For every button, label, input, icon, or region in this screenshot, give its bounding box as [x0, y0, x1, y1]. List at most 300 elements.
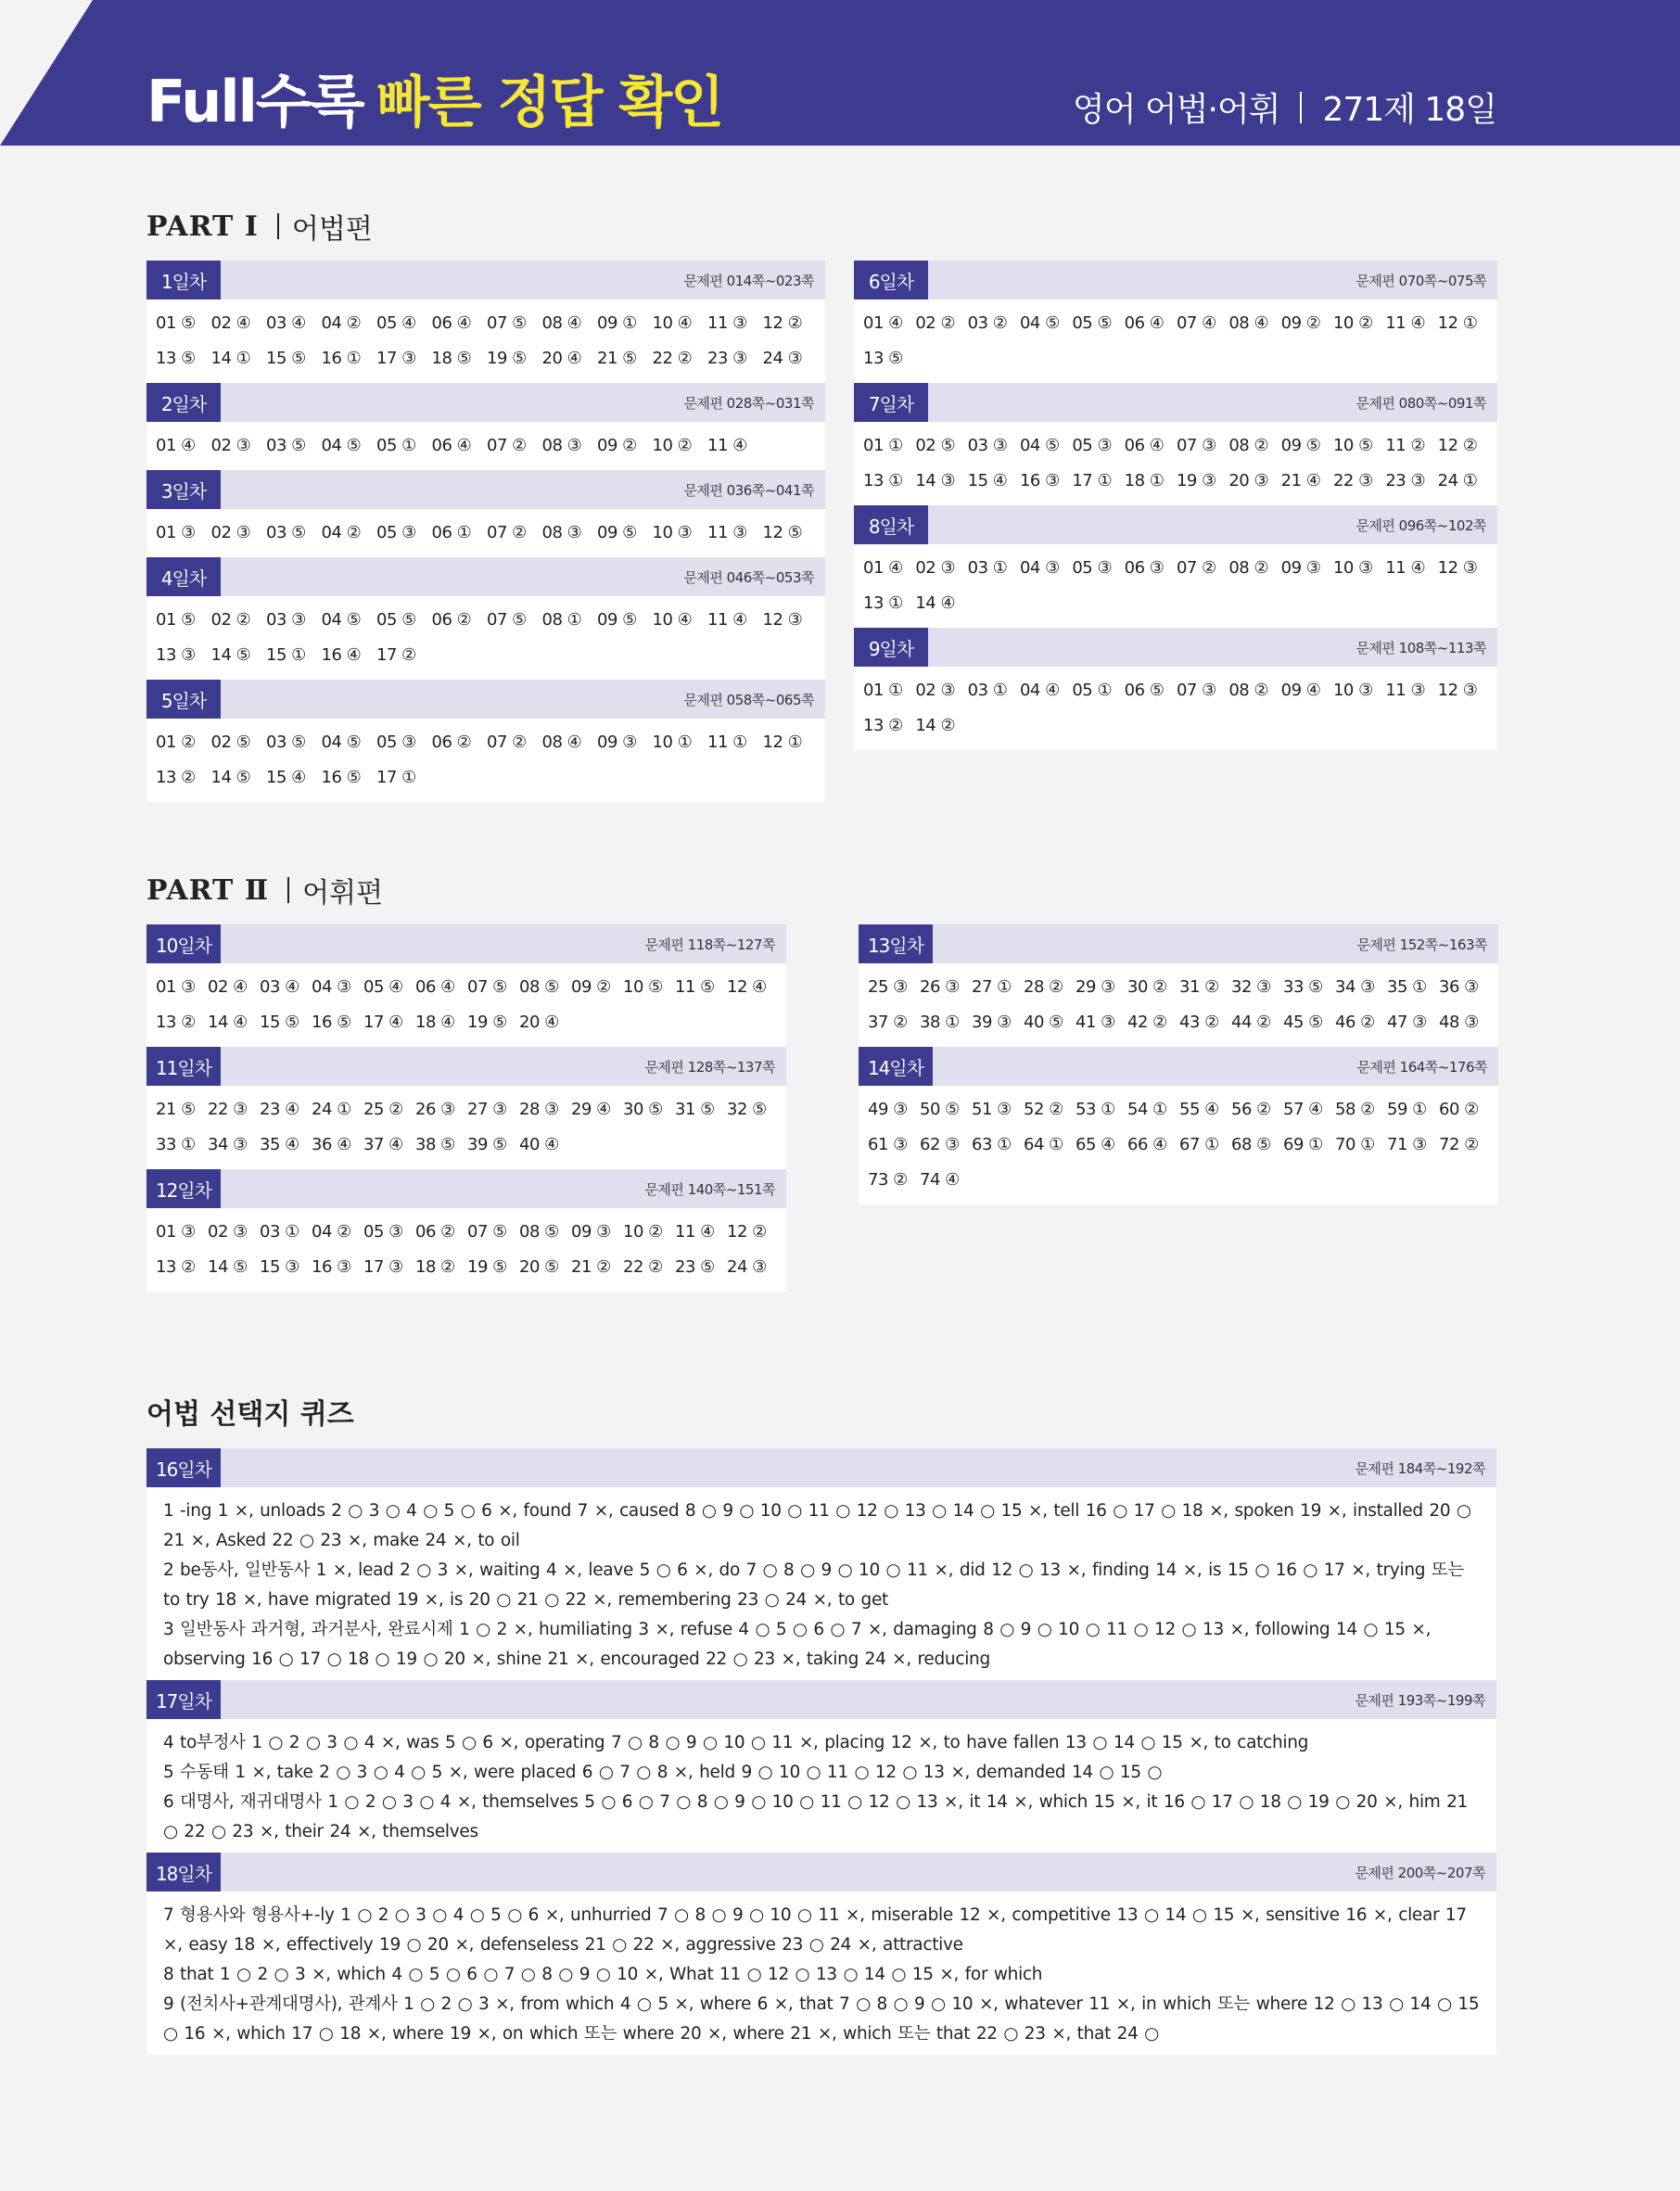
answer-item: 23 ⑤ — [675, 1256, 715, 1277]
answer-item: 45 ⑤ — [1283, 1012, 1323, 1032]
page-reference: 문제편 014쪽~023쪽 — [683, 272, 814, 289]
brand-title — [146, 56, 723, 135]
answer-item: 07 ② — [487, 732, 527, 752]
answer-item: 10 ② — [1332, 312, 1373, 333]
block-header — [146, 261, 825, 299]
answer-item: 38 ⑤ — [415, 1134, 455, 1154]
subject-label: 영어 어법·어휘 — [1072, 91, 1280, 129]
answer-item: 37 ④ — [363, 1134, 403, 1154]
answer-grid — [146, 596, 825, 680]
page-reference: 문제편 058쪽~065쪽 — [683, 691, 814, 708]
day-label: 5일차 — [146, 680, 221, 719]
answer-item: 06 ③ — [1124, 557, 1165, 578]
answer-item: 13 ⑤ — [863, 348, 903, 368]
answer-item: 10 ③ — [1332, 557, 1373, 578]
answer-item: 69 ① — [1283, 1134, 1323, 1154]
answer-item: 64 ① — [1024, 1134, 1063, 1154]
header-notch — [0, 0, 93, 146]
answer-item: 05 ⑤ — [1072, 312, 1113, 333]
answer-item: 67 ① — [1179, 1134, 1219, 1154]
answer-item: 25 ② — [363, 1099, 403, 1119]
page-reference: 문제편 152쪽~163쪽 — [1356, 936, 1487, 953]
answer-item: 10 ③ — [1332, 680, 1373, 700]
part2-subtitle: 어휘편 — [302, 877, 384, 910]
answer-item: 06 ② — [431, 732, 472, 752]
answer-item: 21 ④ — [1280, 470, 1321, 490]
answer-block — [146, 924, 786, 1047]
answer-item: 41 ③ — [1075, 1012, 1115, 1032]
quiz-line: 6 대명사, 재귀대명사 1 ○ 2 ○ 3 ○ 4 ×, themselves 5 ○ 6 ○ 7 ○ 8 ○ 9 ○ 10 ○ 11 ○ 12 ○ 13 ×, it 14 ×, which 15 ×, it 16 ○ 17 ○ 18 ○ 19 ○ 20 ×, him 21 ○ 22 ○ 23 ×, their 24 ×, themselves — [163, 1792, 1469, 1841]
answer-item: 20 ④ — [519, 1012, 559, 1032]
answer-item: 10 ⑤ — [1332, 435, 1373, 455]
day-label: 6일차 — [854, 261, 928, 299]
answer-item: 05 ① — [1072, 680, 1113, 700]
answer-item: 26 ③ — [920, 976, 960, 997]
answer-item: 34 ③ — [1335, 976, 1375, 997]
answer-item: 03 ① — [260, 1221, 299, 1242]
answer-item: 02 ② — [210, 609, 251, 630]
answer-item: 15 ④ — [266, 767, 306, 787]
answer-item: 07 ② — [487, 522, 527, 542]
answer-item: 06 ④ — [1124, 312, 1165, 333]
day-label: 9일차 — [854, 628, 928, 667]
answer-item: 46 ② — [1335, 1012, 1375, 1032]
answer-item: 06 ④ — [431, 312, 472, 333]
answer-item: 03 ④ — [266, 312, 306, 333]
answer-item: 15 ⑤ — [266, 348, 306, 368]
header-banner — [0, 0, 1680, 146]
answer-block — [146, 1169, 786, 1292]
answer-item: 01 ⑤ — [156, 312, 196, 333]
answer-item: 04 ⑤ — [321, 435, 362, 455]
answer-item: 08 ② — [1228, 557, 1269, 578]
day-label: 17일차 — [146, 1680, 221, 1719]
answer-item: 08 ④ — [1228, 312, 1269, 333]
answer-item: 04 ② — [321, 312, 362, 333]
answer-item: 07 ② — [1176, 557, 1216, 578]
answer-item: 03 ② — [967, 312, 1008, 333]
quiz-line: 7 형용사와 형용사+-ly 1 ○ 2 ○ 3 ○ 4 ○ 5 ○ 6 ×, unhurried 7 ○ 8 ○ 9 ○ 10 ○ 11 ×, miserable 12 ×, competitive 13 ○ 14 ○ 15 ×, sensitive 16 ×, clear 17 ×, easy 18 ×, effectively 19 ○ 20 ×, defenseless 21 ○ 22 ×, aggressive 23 ○ 24 ×, attractive — [163, 1905, 1467, 1955]
answer-item: 23 ④ — [260, 1099, 299, 1119]
quiz-block — [146, 1448, 1496, 1680]
header-divider — [1300, 92, 1302, 123]
block-header — [146, 1448, 1496, 1487]
answer-grid — [859, 963, 1498, 1047]
answer-item: 56 ② — [1231, 1099, 1271, 1119]
answer-item: 01 ⑤ — [156, 609, 196, 630]
answer-item: 30 ⑤ — [623, 1099, 663, 1119]
answer-item: 61 ③ — [868, 1134, 908, 1154]
answer-item: 11 ④ — [1385, 557, 1426, 578]
answer-item: 11 ④ — [675, 1221, 715, 1242]
block-header — [146, 470, 825, 509]
answer-item: 14 ⑤ — [208, 1256, 248, 1277]
part1-subtitle: 어법편 — [291, 213, 373, 246]
answer-item: 29 ④ — [571, 1099, 611, 1119]
answer-grid — [146, 1208, 786, 1292]
answer-item: 01 ③ — [156, 976, 196, 997]
answer-item: 19 ⑤ — [487, 348, 527, 368]
answer-block — [854, 505, 1497, 628]
answer-item: 14 ④ — [915, 592, 956, 613]
answer-item: 07 ④ — [1176, 312, 1216, 333]
answer-item: 09 ⑤ — [597, 522, 637, 542]
answer-grid — [146, 509, 825, 557]
day-label: 10일차 — [146, 924, 221, 963]
answer-item: 03 ① — [967, 680, 1008, 700]
answer-item: 06 ④ — [431, 435, 472, 455]
answer-item: 05 ③ — [1072, 435, 1113, 455]
answer-item: 02 ④ — [208, 976, 248, 997]
answer-item: 09 ② — [1280, 312, 1321, 333]
page-reference: 문제편 200쪽~207쪽 — [1355, 1864, 1485, 1881]
answer-item: 05 ③ — [376, 522, 416, 542]
page-reference: 문제편 118쪽~127쪽 — [644, 936, 775, 953]
answer-item: 11 ⑤ — [675, 976, 715, 997]
answer-item: 27 ① — [972, 976, 1012, 997]
quiz-line: 2 be동사, 일반동사 1 ×, lead 2 ○ 3 ×, waiting 4 ×, leave 5 ○ 6 ×, do 7 ○ 8 ○ 9 ○ 10 ○ 11 ×, did 12 ○ 13 ×, finding 14 ×, is 15 ○ 16 ○ 17 ×, trying 또는 to try 18 ×, have migrated 19 ×, is 20 ○ 21 ○ 22 ×, remembering 23 ○ 24 ×, to get — [163, 1560, 1464, 1610]
part2-roman: PART Ⅱ — [146, 873, 270, 907]
answer-item: 30 ② — [1127, 976, 1167, 997]
answer-grid — [854, 544, 1497, 628]
part2-left-column — [146, 924, 786, 1292]
block-header — [146, 1047, 786, 1086]
answer-item: 04 ② — [321, 522, 362, 542]
answer-block — [146, 557, 825, 680]
answer-item: 17 ① — [376, 767, 416, 787]
answer-item: 22 ③ — [1332, 470, 1373, 490]
answer-item: 16 ⑤ — [321, 767, 362, 787]
answer-item: 57 ④ — [1283, 1099, 1323, 1119]
answer-item: 35 ④ — [260, 1134, 299, 1154]
answer-item: 10 ⑤ — [623, 976, 663, 997]
answer-item: 23 ③ — [707, 348, 747, 368]
answer-item: 48 ③ — [1439, 1012, 1479, 1032]
answer-item: 12 ⑤ — [762, 522, 803, 542]
quiz-line: 3 일반동사 과거형, 과거분사, 완료시제 1 ○ 2 ×, humiliating 3 ×, refuse 4 ○ 5 ○ 6 ○ 7 ×, damaging 8 ○ 9 ○ 10 ○ 11 ○ 12 ○ 13 ×, following 14 ○ 15 ×, observing 16 ○ 17 ○ 18 ○ 19 ○ 20 ×, shine 21 ×, encouraged 22 ○ 23 ×, taking 24 ×, reducing — [163, 1620, 1432, 1669]
answer-item: 12 ③ — [1437, 557, 1478, 578]
answer-item: 07 ③ — [1176, 435, 1216, 455]
answer-item: 05 ③ — [376, 732, 416, 752]
answer-item: 17 ④ — [363, 1012, 403, 1032]
answer-item: 36 ④ — [312, 1134, 351, 1154]
answer-block — [146, 470, 825, 557]
answer-block — [854, 628, 1497, 750]
answer-item: 35 ① — [1387, 976, 1427, 997]
answer-item: 06 ① — [431, 522, 472, 542]
page-reference: 문제편 070쪽~075쪽 — [1355, 272, 1486, 289]
answer-item: 01 ① — [863, 680, 903, 700]
answer-item: 08 ③ — [541, 522, 582, 542]
answer-item: 22 ② — [623, 1256, 663, 1277]
quiz-answers — [146, 1487, 1496, 1680]
answer-item: 38 ① — [920, 1012, 960, 1032]
block-header — [146, 557, 825, 596]
day-label: 8일차 — [854, 505, 928, 544]
answer-item: 06 ④ — [1124, 435, 1165, 455]
answer-item: 33 ① — [156, 1134, 196, 1154]
answer-item: 12 ③ — [1437, 680, 1478, 700]
block-header — [859, 924, 1498, 963]
brand-main: Full수록 — [146, 68, 363, 135]
answer-item: 23 ③ — [1385, 470, 1426, 490]
answer-item: 11 ③ — [707, 522, 747, 542]
answer-item: 06 ② — [415, 1221, 455, 1242]
quiz-answers — [146, 1892, 1496, 2055]
part2-right-column — [859, 924, 1498, 1204]
answer-item: 11 ② — [1385, 435, 1426, 455]
answer-item: 09 ⑤ — [597, 609, 637, 630]
quiz-block — [146, 1680, 1496, 1853]
answer-item: 34 ③ — [208, 1134, 248, 1154]
answer-item: 05 ① — [376, 435, 416, 455]
answer-item: 13 ② — [156, 1256, 196, 1277]
answer-item: 04 ③ — [1019, 557, 1060, 578]
answer-item: 10 ① — [652, 732, 693, 752]
answer-item: 40 ⑤ — [1024, 1012, 1063, 1032]
answer-block — [146, 680, 825, 802]
answer-grid — [854, 667, 1497, 750]
answer-item: 01 ④ — [863, 312, 903, 333]
answer-item: 02 ② — [915, 312, 956, 333]
answer-item: 07 ② — [487, 435, 527, 455]
answer-item: 06 ② — [431, 609, 472, 630]
answer-item: 05 ④ — [363, 976, 403, 997]
answer-item: 13 ③ — [156, 644, 196, 665]
answer-item: 02 ④ — [210, 312, 251, 333]
quiz-section — [146, 1448, 1496, 2055]
part2-divider — [287, 877, 289, 903]
answer-item: 09 ③ — [571, 1221, 611, 1242]
answer-item: 66 ④ — [1127, 1134, 1167, 1154]
answer-item: 06 ④ — [415, 976, 455, 997]
answer-grid — [854, 299, 1497, 383]
answer-item: 74 ④ — [920, 1169, 960, 1190]
answer-item: 02 ③ — [210, 522, 251, 542]
answer-item: 15 ① — [266, 644, 306, 665]
answer-item: 21 ⑤ — [597, 348, 637, 368]
page-reference: 문제편 184쪽~192쪽 — [1355, 1459, 1485, 1477]
answer-item: 08 ④ — [541, 312, 582, 333]
quiz-title: 어법 선택지 퀴즈 — [146, 1398, 354, 1431]
answer-item: 08 ② — [1228, 435, 1269, 455]
answer-grid — [146, 1086, 786, 1169]
answer-item: 02 ③ — [915, 680, 956, 700]
block-header — [854, 628, 1497, 667]
answer-item: 12 ④ — [727, 976, 767, 997]
answer-item: 15 ⑤ — [260, 1012, 299, 1032]
answer-grid — [146, 963, 786, 1047]
page-reference: 문제편 108쪽~113쪽 — [1355, 639, 1486, 656]
quiz-line: 8 that 1 ○ 2 ○ 3 ×, which 4 ○ 5 ○ 6 ○ 7 ○ 8 ○ 9 ○ 10 ×, What 11 ○ 12 ○ 13 ○ 14 ○ 15 ×, for which — [163, 1965, 1043, 1984]
answer-item: 42 ② — [1127, 1012, 1167, 1032]
answer-item: 07 ⑤ — [487, 609, 527, 630]
answer-item: 32 ③ — [1231, 976, 1271, 997]
answer-item: 13 ① — [863, 470, 903, 490]
answer-block — [146, 383, 825, 470]
answer-item: 62 ③ — [920, 1134, 960, 1154]
quiz-line: 1 -ing 1 ×, unloads 2 ○ 3 ○ 4 ○ 5 ○ 6 ×, found 7 ×, caused 8 ○ 9 ○ 10 ○ 11 ○ 12 ○ 13 ○ 14 ○ 15 ×, tell 16 ○ 17 ○ 18 ×, spoken 19 ×, installed 20 ○ 21 ×, Asked 22 ○ 23 ×, make 24 ×, to oil — [163, 1501, 1471, 1550]
answer-item: 05 ③ — [1072, 557, 1113, 578]
answer-item: 18 ④ — [415, 1012, 455, 1032]
answer-item: 08 ⑤ — [519, 1221, 559, 1242]
answer-grid — [859, 1086, 1498, 1204]
answer-grid — [146, 299, 825, 383]
answer-item: 17 ② — [376, 644, 416, 665]
day-label: 14일차 — [859, 1047, 933, 1086]
answer-item: 12 ① — [1437, 312, 1478, 333]
answer-item: 43 ② — [1179, 1012, 1219, 1032]
answer-item: 15 ④ — [967, 470, 1008, 490]
day-label: 11일차 — [146, 1047, 221, 1086]
block-header — [146, 1169, 786, 1208]
answer-item: 24 ③ — [762, 348, 803, 368]
page-reference: 문제편 028쪽~031쪽 — [683, 394, 814, 412]
answer-item: 02 ③ — [210, 435, 251, 455]
answer-item: 01 ③ — [156, 1221, 196, 1242]
answer-item: 03 ⑤ — [266, 732, 306, 752]
page-reference: 문제편 036쪽~041쪽 — [683, 481, 814, 499]
day-label: 16일차 — [146, 1448, 221, 1487]
part1-right-column — [854, 261, 1497, 750]
answer-item: 03 ③ — [266, 609, 306, 630]
answer-item: 19 ③ — [1176, 470, 1216, 490]
page-reference: 문제편 080쪽~091쪽 — [1355, 394, 1486, 412]
answer-item: 39 ③ — [972, 1012, 1012, 1032]
answer-item: 09 ③ — [1280, 557, 1321, 578]
answer-item: 08 ① — [541, 609, 582, 630]
part1-left-column — [146, 261, 825, 802]
answer-item: 29 ③ — [1075, 976, 1115, 997]
answer-item: 22 ③ — [208, 1099, 248, 1119]
block-header — [854, 383, 1497, 422]
answer-item: 50 ⑤ — [920, 1099, 960, 1119]
answer-item: 11 ① — [707, 732, 747, 752]
answer-item: 03 ③ — [967, 435, 1008, 455]
answer-item: 51 ③ — [972, 1099, 1012, 1119]
answer-item: 01 ③ — [156, 522, 196, 542]
part2-title — [146, 870, 383, 911]
answer-item: 08 ⑤ — [519, 976, 559, 997]
answer-item: 02 ⑤ — [210, 732, 251, 752]
answer-item: 14 ⑤ — [210, 767, 251, 787]
answer-item: 20 ③ — [1228, 470, 1269, 490]
block-header — [146, 383, 825, 422]
answer-item: 13 ② — [863, 715, 903, 735]
answer-item: 18 ⑤ — [431, 348, 472, 368]
answer-item: 21 ⑤ — [156, 1099, 196, 1119]
answer-item: 16 ③ — [312, 1256, 351, 1277]
answer-item: 11 ④ — [707, 435, 747, 455]
answer-item: 10 ④ — [652, 312, 693, 333]
page-reference: 문제편 128쪽~137쪽 — [644, 1058, 775, 1076]
answer-item: 14 ① — [210, 348, 251, 368]
answer-item: 24 ③ — [727, 1256, 767, 1277]
answer-item: 39 ⑤ — [467, 1134, 507, 1154]
answer-item: 07 ⑤ — [467, 976, 507, 997]
answer-item: 03 ④ — [260, 976, 299, 997]
answer-item: 22 ② — [652, 348, 693, 368]
answer-item: 10 ② — [652, 435, 693, 455]
answer-item: 12 ① — [762, 732, 803, 752]
answer-item: 11 ④ — [707, 609, 747, 630]
day-label: 4일차 — [146, 557, 221, 596]
answer-item: 16 ① — [321, 348, 362, 368]
answer-item: 28 ② — [1024, 976, 1063, 997]
answer-grid — [146, 422, 825, 470]
answer-item: 26 ③ — [415, 1099, 455, 1119]
answer-item: 55 ④ — [1179, 1099, 1219, 1119]
answer-item: 02 ③ — [915, 557, 956, 578]
answer-item: 08 ③ — [541, 435, 582, 455]
day-label: 12일차 — [146, 1169, 221, 1208]
quiz-line: 9 (전치사+관계대명사), 관계사 1 ○ 2 ○ 3 ×, from which 4 ○ 5 ×, where 6 ×, that 7 ○ 8 ○ 9 ○ 10 ×, whatever 11 ×, in which 또는 where 12 ○ 13 ○ 14 ○ 15 ○ 16 ×, which 17 ○ 18 ×, where 19 ×, on which 또는 where 20 ×, where 21 ×, which 또는 that 22 ○ 23 ×, that 24 ○ — [163, 1994, 1480, 2044]
answer-item: 71 ③ — [1387, 1134, 1427, 1154]
part1-title — [146, 206, 373, 247]
answer-item: 05 ④ — [376, 312, 416, 333]
part1-divider — [277, 213, 279, 239]
answer-item: 32 ⑤ — [727, 1099, 767, 1119]
answer-item: 05 ⑤ — [376, 609, 416, 630]
answer-block — [859, 1047, 1498, 1204]
answer-item: 52 ② — [1024, 1099, 1063, 1119]
day-label: 13일차 — [859, 924, 933, 963]
answer-item: 04 ③ — [312, 976, 351, 997]
answer-block — [859, 924, 1498, 1047]
answer-item: 49 ③ — [868, 1099, 908, 1119]
answer-item: 10 ③ — [652, 522, 693, 542]
answer-item: 60 ② — [1439, 1099, 1479, 1119]
day-label: 7일차 — [854, 383, 928, 422]
page-reference: 문제편 096쪽~102쪽 — [1355, 516, 1486, 534]
answer-item: 40 ④ — [519, 1134, 559, 1154]
answer-grid — [146, 719, 825, 802]
answer-item: 03 ⑤ — [266, 522, 306, 542]
answer-item: 04 ⑤ — [1019, 312, 1060, 333]
answer-item: 13 ① — [863, 592, 903, 613]
answer-item: 16 ③ — [1019, 470, 1060, 490]
answer-item: 01 ② — [156, 732, 196, 752]
answer-item: 70 ① — [1335, 1134, 1375, 1154]
page-reference: 문제편 140쪽~151쪽 — [644, 1180, 775, 1198]
answer-item: 68 ⑤ — [1231, 1134, 1271, 1154]
answer-item: 20 ④ — [541, 348, 582, 368]
answer-item: 17 ③ — [376, 348, 416, 368]
answer-item: 07 ⑤ — [467, 1221, 507, 1242]
answer-grid — [854, 422, 1497, 505]
answer-item: 24 ① — [1437, 470, 1478, 490]
answer-item: 36 ③ — [1439, 976, 1479, 997]
answer-item: 33 ⑤ — [1283, 976, 1323, 997]
answer-item: 44 ② — [1231, 1012, 1271, 1032]
answer-item: 12 ② — [727, 1221, 767, 1242]
answer-item: 19 ⑤ — [467, 1012, 507, 1032]
block-header — [859, 1047, 1498, 1086]
block-header — [146, 1680, 1496, 1719]
block-header — [146, 680, 825, 719]
quiz-answers — [146, 1719, 1496, 1853]
answer-item: 04 ④ — [1019, 680, 1060, 700]
answer-item: 07 ③ — [1176, 680, 1216, 700]
answer-item: 25 ③ — [868, 976, 908, 997]
answer-item: 01 ④ — [156, 435, 196, 455]
answer-item: 72 ② — [1439, 1134, 1479, 1154]
answer-item: 04 ⑤ — [1019, 435, 1060, 455]
quiz-line: 4 to부정사 1 ○ 2 ○ 3 ○ 4 ×, was 5 ○ 6 ×, operating 7 ○ 8 ○ 9 ○ 10 ○ 11 ×, placing 12 ×, to have fallen 13 ○ 14 ○ 15 ×, to catching — [163, 1733, 1309, 1752]
answer-item: 09 ② — [571, 976, 611, 997]
answer-item: 59 ① — [1387, 1099, 1427, 1119]
answer-item: 47 ③ — [1387, 1012, 1427, 1032]
